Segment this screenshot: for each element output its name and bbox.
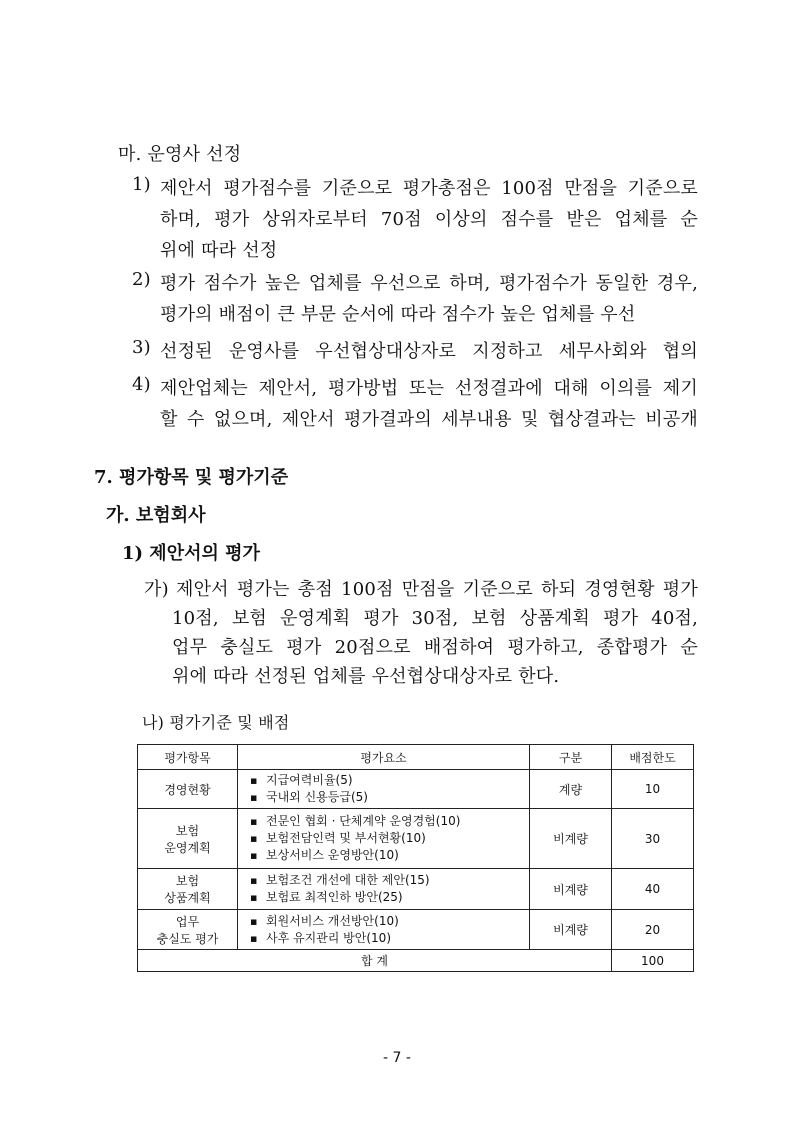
element-item: ▪ 국내외 신용등급(5)	[250, 789, 523, 806]
item-2-number: 2)	[132, 269, 151, 290]
total-score: 100	[612, 950, 694, 972]
ga-item-line-1: 제안서 평가는 총점 100점 만점을 기준으로 하되 경영현황 평가	[176, 579, 698, 600]
table-total-row	[138, 950, 694, 972]
table-row	[138, 869, 694, 910]
element-item: ▪ 보상서비스 운영방안(10)	[250, 847, 523, 864]
item-3-number: 3)	[132, 337, 151, 358]
header-elements: 평가요소	[238, 745, 530, 770]
page-number: - 7 -	[383, 1050, 411, 1066]
row-type: 비계량	[530, 809, 612, 869]
table-header-row	[138, 745, 694, 770]
ga-item-line-3: 업무 충실도 평가 20점으로 배점하여 평가하고, 종합평가 순	[172, 637, 698, 658]
row-elements	[238, 869, 530, 910]
subsection-1-title: 1) 제안서의 평가	[122, 543, 260, 564]
item-2-line-2: 평가의 배점이 큰 부문 순서에 따라 점수가 높은 업체를 우선	[160, 304, 636, 325]
subsection-ga-title: 가. 보험회사	[106, 505, 206, 526]
row-category: 업무 충실도 평가	[138, 910, 238, 950]
total-label: 합 계	[138, 950, 612, 972]
item-4-line-1: 제안업체는 제안서, 평가방법 또는 선정결과에 대해 이의를 제기	[160, 378, 698, 399]
element-item: ▪ 지급여력비율(5)	[250, 772, 523, 789]
item-1-number: 1)	[132, 174, 151, 195]
row-elements	[238, 770, 530, 809]
ga-item-line-4: 위에 따라 선정된 업체를 우선협상대상자로 한다.	[172, 666, 560, 687]
evaluation-table	[137, 744, 694, 972]
table-row	[138, 809, 694, 869]
element-item: ▪ 회원서비스 개선방안(10)	[250, 913, 523, 930]
row-elements	[238, 809, 530, 869]
row-type: 비계량	[530, 869, 612, 910]
row-category: 경영현황	[138, 770, 238, 809]
item-1-line-1: 제안서 평가점수를 기준으로 평가총점은 100점 만점을 기준으로	[160, 178, 698, 199]
row-score: 30	[612, 809, 694, 869]
row-score: 10	[612, 770, 694, 809]
element-item: ▪ 보험료 최적인하 방안(25)	[250, 889, 523, 906]
item-3-line-1: 선정된 운영사를 우선협상대상자로 지정하고 세무사회와 협의	[160, 341, 698, 362]
row-score: 40	[612, 869, 694, 910]
item-2-line-1: 평가 점수가 높은 업체를 우선으로 하며, 평가점수가 동일한 경우,	[160, 273, 698, 294]
row-category: 보험 운영계획	[138, 809, 238, 869]
item-1-line-3: 위에 따라 선정	[160, 240, 278, 261]
item-4-number: 4)	[132, 374, 151, 395]
header-category: 평가항목	[138, 745, 238, 770]
header-type: 구분	[530, 745, 612, 770]
row-category: 보험 상품계획	[138, 869, 238, 910]
item-1-line-2: 하며, 평가 상위자로부터 70점 이상의 점수를 받은 업체를 순	[160, 209, 698, 230]
element-item: ▪ 보험전담인력 및 부서현황(10)	[250, 830, 523, 847]
table-row	[138, 910, 694, 950]
row-type: 비계량	[530, 910, 612, 950]
ga-item-line-2: 10점, 보험 운영계획 평가 30점, 보험 상품계획 평가 40점,	[172, 608, 698, 629]
item-4-line-2: 할 수 없으며, 제안서 평가결과의 세부내용 및 협상결과는 비공개	[160, 409, 698, 430]
row-score: 20	[612, 910, 694, 950]
element-item: ▪ 사후 유지관리 방안(10)	[250, 930, 523, 947]
element-item: ▪ 보험조건 개선에 대한 제안(15)	[250, 872, 523, 889]
ga-item-number: 가)	[144, 579, 169, 600]
table-row	[138, 770, 694, 809]
row-elements	[238, 910, 530, 950]
section-ma-title: 마. 운영사 선정	[118, 144, 242, 165]
section-7-title: 7. 평가항목 및 평가기준	[94, 467, 289, 488]
header-max-score: 배점한도	[612, 745, 694, 770]
element-item: ▪ 전문인 협회 · 단체계약 운영경험(10)	[250, 813, 523, 830]
row-type: 계량	[530, 770, 612, 809]
na-title: 나) 평가기준 및 배점	[142, 713, 290, 732]
